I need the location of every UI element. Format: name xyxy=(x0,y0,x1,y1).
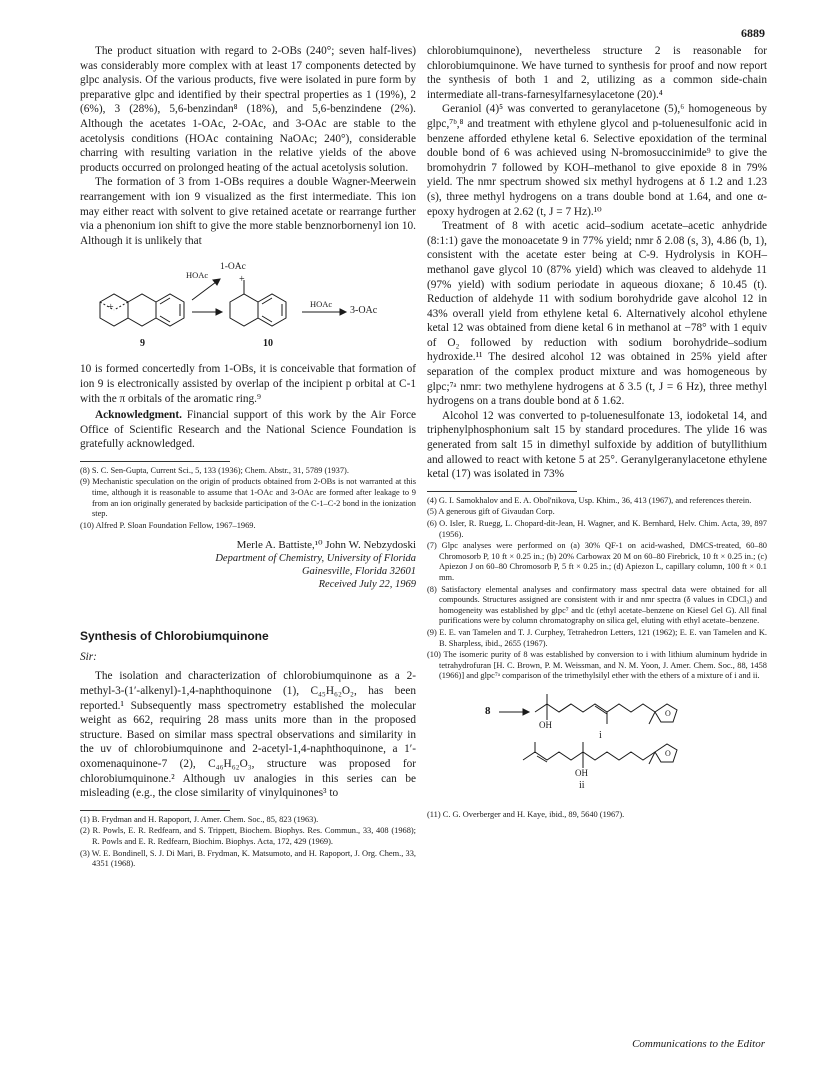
salutation: Sir: xyxy=(80,651,97,664)
affiliation-city: Gainesville, Florida 32601 xyxy=(301,566,416,578)
author-block xyxy=(80,539,416,591)
footnote-11: (11) C. G. Overberger and H. Kaye, ibid., 89, 5640 (1967). xyxy=(427,809,625,819)
footnote-10-right: (10) The isomeric purity of 8 was established by conversion to i with lithium aluminum hydride in tetrahydrofuran [H. C. Brown, P. M. Weissman, and N. M. Yoon, J. Amer. Chem. Soc., 88, 1458 (1966)] and glpc⁷ᵃ comparison of the trimethylsilyl ether with the ethers of a mixture of i and ii. xyxy=(427,650,767,681)
section-title: Synthesis of Chlorobiumquinone xyxy=(80,629,269,644)
paragraph-treatment: Treatment of 8 with acetic acid–sodium acetate–acetic anhydride (8:1:1) gave the monoacetate 9 in 77% yield; nmr δ 2.08 (s, 3), 4.86 (b, 1), consistent with the acetate ester being at C-9. Hydrolysis in KOH–methanol gave glycol 10 (87% yield) which was cleaved to aldehyde 11 (97% yield) with sodium periodate in aqueous dioxane; δ 10.45 (t). Reduction of aldehyde 11 with sodium borohydride gave alcohol 12 in 43% overall yield from ethylene ketal 6. Alternatively alcohol ethylene ketal 12 was obtained from diene ketal 6 in methanol at −78° with 1 equiv of O₂ followed by reduction with sodium borohydride–sodium hydroxide.¹¹ The desired alcohol 12 was obtained in 25% yield after separation of the complex product mixture and was homogeneous by glpc;⁷ᵃ nmr: two methylene hydrogens at δ 3.5 (t, J = 6 Hz), three methyl hydrogens on a trans double bond at δ 1.62. xyxy=(427,220,767,408)
oac3-label: 3-OAc xyxy=(350,305,378,317)
paragraph-concerted: 10 is formed concertedly from 1-OBs, it is conceivable that formation of ion 9 is electronically assisted by overlap of the incipient p orbital at C-1 with the π orbitals of the aromatic ring.⁹ xyxy=(80,363,416,405)
paragraph-continuation: chlorobiumquinone), nevertheless structure 2 is reasonable for chlorobiumquinone. We have turned to synthesis for proof and now report the synthesis of both 1 and 2, utilizing as a common side-chain intermediate all-trans-farnesylfarnesylacetone (20).⁴ xyxy=(427,45,767,101)
page-number: 6889 xyxy=(741,26,765,40)
footnote-9: (9) Mechanistic speculation on the origin of products obtained from 2-OBs is not warranted at this time, although it is reasonable to assume that 1-OAc and 3-OAc are formed after leakage to 9 from an ion originally generated by backside participation of the C-1–C-2 bond in the ionization step. xyxy=(80,477,416,519)
acknowledgment-label: Acknowledgment. xyxy=(95,409,182,422)
svg-text:+: + xyxy=(239,274,245,286)
footnote-5: (5) A generous gift of Givaudan Corp. xyxy=(427,507,555,517)
compound-10-label: 10 xyxy=(263,338,273,350)
author-names: Merle A. Battiste,¹⁰ John W. Nebzydoski xyxy=(236,539,416,552)
oac1-label: 1-OAc xyxy=(220,262,246,273)
right-column xyxy=(427,44,767,822)
hoac-label-1: HOAc xyxy=(186,270,209,281)
left-column xyxy=(80,44,416,871)
acknowledgment xyxy=(80,408,416,452)
footnote-6: (6) O. Isler, R. Ruegg, L. Chopard-dit-Jean, H. Wagner, and K. Bernhard, Helv. Chim. Acta, 39, 897 (1956). xyxy=(427,519,767,539)
svg-text:+: + xyxy=(108,302,114,314)
structure-i-oh: OH xyxy=(539,719,552,730)
page-footer: Communications to the Editor xyxy=(632,1038,765,1050)
footnote-10: (10) Alfred P. Sloan Foundation Fellow, 1967–1969. xyxy=(80,520,256,530)
footnote-3: (3) W. E. Bondinell, S. J. Di Mari, B. Frydman, K. Matsumoto, and H. Rapoport, J. Org. Chem., 33, 4351 (1968). xyxy=(80,848,416,869)
hoac-label-2: HOAc xyxy=(310,299,333,310)
footnote-8: (8) S. C. Sen-Gupta, Current Sci., 5, 133 (1936); Chem. Abstr., 31, 5789 (1937). xyxy=(80,465,349,475)
paragraph-geraniol: Geraniol (4)⁵ was converted to geranylacetone (5),⁶ homogeneous by glpc,⁷ᵇ,⁸ and treatment with ethylene glycol and p-toluenesulfonic acid in benzene afforded ethylene ketal 6. Selective epoxidation of the terminal double bond of 6 was achieved using N-bromosuccinimide⁹ to give the bromohydrin 7 followed by KOH–methanol to give epoxide 8 in 79% yield. The nmr spectrum showed six methyl hydrogens at δ 1.2 and 1.23 (s), three methyl hydrogens on a trans double bond at 1.64, and one α-epoxy hydrogen at 2.62 (t, J = 7 Hz).¹⁰ xyxy=(427,103,767,218)
svg-text:O: O xyxy=(665,748,671,758)
acknowledgment-text: Financial support of this work by the Air Force Office of Scientific Research and the National Science Foundation is gratefully acknowledged. xyxy=(80,409,416,451)
paragraph-products: The product situation with regard to 2-OBs (240°; seven half-lives) was considerably more complex with at least 17 components detected by glpc analysis. Of the various products, five were isolated in pure form by preparative glpc and identified by their spectral properties as 1 (19%), 2 (6%), 3 (28%), 5,6-benzindan⁸ (18%), and 5,6-benzindene (2%). Although the acetates 1-OAc, 2-OAc, and 3-OAc are stable to the acetolysis conditions (HOAc containing NaOAc; 240°), considerable charring with resulting variation in the relative yields of the above products occurred on prolonged heating of the actual acetolysis solution. xyxy=(80,45,416,174)
structure-ii-oh: OH xyxy=(575,767,588,778)
structure-arrow-label: 8 xyxy=(485,704,491,717)
footnote-2: (2) R. Powls, E. R. Redfearn, and S. Trippett, Biochem. Biophys. Res. Commun., 33, 408 (1968); R. Powls and E. R. Redfearn, Biochim. Biophys. Acta, 172, 429 (1969). xyxy=(80,826,416,846)
svg-text:O: O xyxy=(665,708,671,718)
structure-ii-label: ii xyxy=(579,779,585,791)
footnote-7: (7) Glpc analyses were performed on (a) 30% QF-1 on acid-washed, DMCS-treated, 60–80 Chromosorb P, 10 ft × 0.25 in.; (b) 20% Carbowax 20 M on 60–80 Firebrick, 10 ft × 0.25 in.; (c) Apiezon J on 60–80 Chromosorb P, 5 ft × 0.25 in.; (d) Apiezon L, capillary column, 100 ft × 0.1 mm. xyxy=(427,541,767,582)
footnote-9-right: (9) E. E. van Tamelen and T. J. Curphey, Tetrahedron Letters, 121 (1962); E. E. van Tamelen and K. B. Sharpless, ibid., 2655 (1967). xyxy=(427,627,767,648)
paragraph-isolation: The isolation and characterization of chlorobiumquinone as a 2-methyl-3-(1′-alkenyl)-1,4-naphthoquinone (1), C₄₅H₆₂O₂, has been reported.¹ Subsequently mass spectrometry established the molecular weight as 662, requiring 28 mass units more than in the proposed structure. Based on similar mass spectral observations and similarity in the uv of chlorobiumquinone and 2-acetyl-1,4-naphthoquinone, a 1′-oxomenaquinone-7 (2), C₄₆H₆₂O₃, structure was proposed for chlorobiumquinone.² Although uv analogies in this series can be misleading (e.g., the close similarity of vinylquinones³ to xyxy=(80,670,416,800)
footnote-8-right: (8) Satisfactory elemental analyses and confirmatory mass spectral data were obtained for all compounds. Structures assigned are consistent with ir and nmr spectra (δ values in CDCl₃) and homogeneity was established by glpc⁷ and tlc (ethyl acetate–benzene on Kiesel Gel G). All final purifications were by column chromatography on silica gel, eluting with ethyl acetate–benzene. xyxy=(427,584,767,626)
rearrangement-scheme xyxy=(80,254,416,356)
structures-i-ii xyxy=(427,690,767,810)
affiliation-department: Department of Chemistry, University of Florida xyxy=(215,553,416,565)
footnote-4: (4) G. I. Samokhalov and E. A. Obol'nikova, Usp. Khim., 36, 413 (1967), and references therein. xyxy=(427,495,752,505)
structure-i-label: i xyxy=(599,729,602,741)
footnote-divider-right xyxy=(427,491,577,492)
structures-drawing xyxy=(427,690,767,810)
paragraph-formation: The formation of 3 from 1-OBs requires a double Wagner-Meerwein rearrangement with ion 9 visualized as the first intermediate. This ion may either react with solvent to give retained acetate or rearrange further via a phenonium ion shift to give the more stable benznorbornenyl ion 10. Although it is unlikely that xyxy=(80,176,416,247)
paragraph-alcohol: Alcohol 12 was converted to p-toluenesulfonate 13, iodoketal 14, and triphenylphosphonium salt 15 by standard procedures. The ylide 16 was generated from salt 15 in dimethyl sulfoxide by addition of butyllithium and allowed to react with ketone 5 at 25°. Geranylgeranylacetone ethylene ketal (17) was isolated in 73% xyxy=(427,409,767,481)
footnote-divider-2 xyxy=(80,810,230,811)
compound-9-label: 9 xyxy=(140,338,145,350)
footnote-divider xyxy=(80,461,230,462)
received-date: Received July 22, 1969 xyxy=(318,579,416,591)
footnote-1: (1) B. Frydman and H. Rapoport, J. Amer. Chem. Soc., 85, 823 (1963). xyxy=(80,814,319,824)
